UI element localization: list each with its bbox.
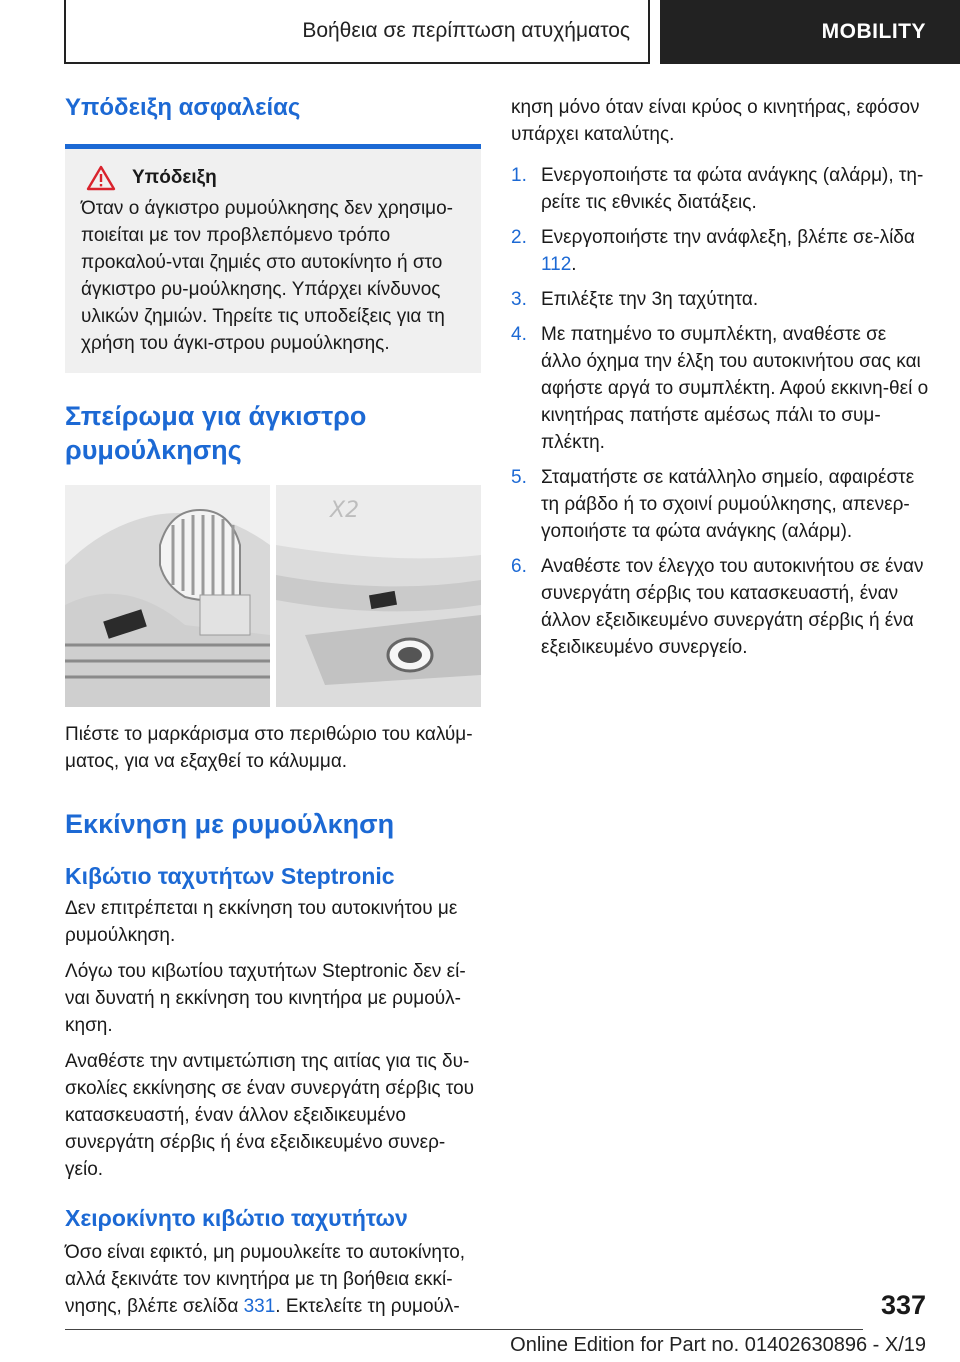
header-chapter-title: MOBILITY [821,20,926,43]
footer-rule [65,1329,863,1330]
tow-hook-thread-illustration [65,485,481,707]
step-item [511,553,931,661]
step-number: 1. [511,165,527,186]
notice-header [81,165,467,191]
step-text: Σταματήστε σε κατάλληλο σημείο, αφαιρέστε τη ράβδο ή το σχοινί ρυμούλκησης, απενερ-γοποιήστε τα φώτα ανάγκης (αλάρμ). [541,467,915,542]
step-item [511,286,931,313]
step-text: Αναθέστε τον έλεγχο του αυτοκινήτου σε έναν συνεργάτη σέρβις του κατασκευαστή, έναν άλλον εξειδικευμένο συνεργάτη σέρβις ή ένα εξειδικευμένο συνεργείο. [541,556,924,658]
svg-text:X2: X2 [330,498,360,523]
manual-text-b: . Εκτελείτε τη ρυμούλ- [275,1296,460,1317]
step-number: 4. [511,324,527,345]
step-number: 5. [511,467,527,488]
page-number: 337 [880,1290,926,1320]
header-section-box [64,0,650,64]
step-item [511,224,931,278]
tow-start-title: Εκκίνηση με ρυμούλκηση [65,809,395,839]
notice-text: Όταν ο άγκιστρο ρυμούλκησης δεν χρησιμο-ποιείται με τον προβλεπόμενο τρόπο προκαλού-νται ζημιές στο αυτοκίνητο ή στο άγκιστρο ρυ-μούλκησης. Υπάρχει κίνδυνος υλικών ζημιών. Τηρείτε τις υποδείξεις για τη χρήση του άγκι-στρου ρυμούλκησης. [81,198,454,354]
tow-start-steps [511,162,931,661]
steptronic-paragraph-3: Αναθέστε την αντιμετώπιση της αιτίας για τις δυ-σκολίες εκκίνησης σε έναν συνεργάτη σέρβις του κατασκευαστή, έναν άλλον εξειδικευμένο συνεργάτη σέρβις ή ένα εξειδικευμένο συνερ-γείο. [65,1051,475,1180]
step-text: Με πατημένο το συμπλέκτη, αναθέστε σε άλλο όχημα την έλξη του αυτοκινήτου σας και αφήστε αργά το συμπλέκτη. Αφού εκκινη-θεί ο κινητήρας πατήστε αμέσως πάλι το συμ-πλέκτη. [541,324,929,453]
manual-paragraph [65,1239,481,1320]
notice-label: Υπόδειξη [132,167,217,188]
safety-title: Υπόδειξη ασφαλείας [65,94,301,121]
step-number: 2. [511,227,527,248]
thread-title: Σπείρωμα για άγκιστρο ρυμούλκησης [65,401,367,465]
header-section-title: Βοήθεια σε περίπτωση ατυχήματος [302,19,630,42]
step-text: Ενεργοποιήστε την ανάφλεξη, βλέπε σε-λίδα [541,227,915,248]
step-item [511,162,931,216]
steptronic-paragraph-2: Λόγω του κιβωτίου ταχυτήτων Steptronic δεν εί-ναι δυνατή η εκκίνηση του κινητήρα με ρυμούλ-κηση. [65,961,466,1036]
step-number: 3. [511,289,527,310]
footer-edition: Online Edition for Part no. 01402630896 - X/19 [510,1334,926,1356]
steptronic-paragraph-1: Δεν επιτρέπεται η εκκίνηση του αυτοκινήτου με ρυμούλκηση. [65,898,458,946]
right-column [511,94,931,669]
page-link-331[interactable]: 331 [243,1296,276,1317]
steptronic-title: Κιβώτιο ταχυτήτων Steptronic [65,863,395,889]
manual-title: Χειροκίνητο κιβώτιο ταχυτήτων [65,1205,408,1231]
warning-triangle-icon [86,165,116,191]
step-text-container [541,224,931,278]
step-text-after: . [571,254,577,275]
left-column [65,92,481,1320]
step-item [511,464,931,545]
manual-text-a: Όσο είναι εφικτό, μη ρυμουλκείτε το αυτοκίνητο, αλλά ξεκινάτε τον κινητήρα με τη βοήθεια εκκί-νησης, βλέπε σελίδα [65,1242,466,1317]
step-number: 6. [511,556,527,577]
thread-caption: Πιέστε το μαρκάρισμα στο περιθώριο του καλύμ-ματος, για να εξαχθεί το κάλυμμα. [65,724,473,772]
right-intro: κηση μόνο όταν είναι κρύος ο κινητήρας, εφόσον υπάρχει καταλύτης. [511,97,920,145]
header-chapter-tab [660,0,960,64]
notice-box [65,149,481,373]
step-text: Επιλέξτε την 3η ταχύτητα. [541,289,759,310]
page-link-112[interactable]: 112 [541,254,572,275]
step-text: Ενεργοποιήστε τα φώτα ανάγκης (αλάρμ), τη-ρείτε τις εθνικές διατάξεις. [541,165,924,213]
step-item [511,321,931,456]
